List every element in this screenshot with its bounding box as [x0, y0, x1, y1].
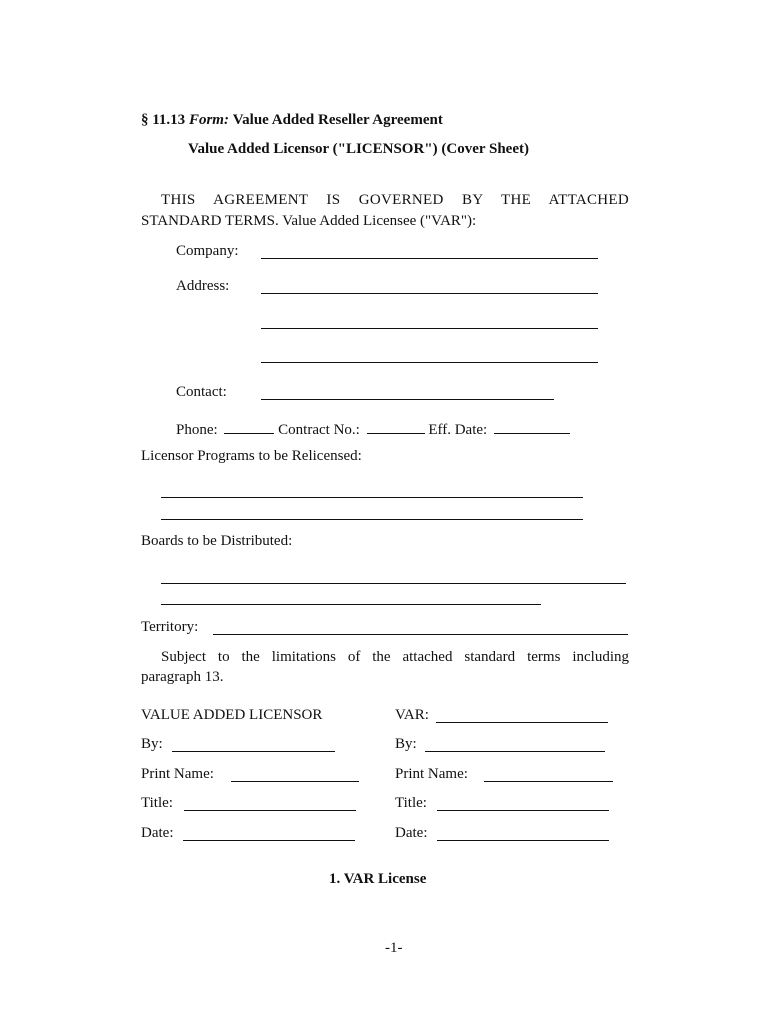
- company-label: Company:: [176, 243, 239, 259]
- var-date-field[interactable]: [437, 840, 609, 841]
- form-title: Value Added Reseller Agreement: [232, 112, 443, 128]
- programs-label: Licensor Programs to be Relicensed:: [141, 448, 362, 464]
- licensor-print-name-field[interactable]: [231, 781, 359, 782]
- intro-line-1: THIS AGREEMENT IS GOVERNED BY THE ATTACHED: [161, 192, 629, 208]
- phone-field[interactable]: [224, 419, 274, 434]
- var-print-name-label: Print Name:: [395, 766, 468, 782]
- address-label: Address:: [176, 278, 230, 294]
- licensor-by-label: By:: [141, 736, 163, 752]
- territory-row: [141, 619, 198, 636]
- licensor-date-label: Date:: [141, 825, 174, 841]
- programs-field-1[interactable]: [161, 497, 583, 498]
- var-title-field[interactable]: [437, 810, 609, 811]
- company-field[interactable]: [261, 258, 598, 259]
- eff-date-field[interactable]: [494, 419, 570, 434]
- boards-field-2[interactable]: [161, 604, 541, 605]
- licensor-by-field[interactable]: [172, 751, 335, 752]
- phone-label: Phone:: [176, 422, 218, 438]
- cover-sheet-subtitle: Value Added Licensor ("LICENSOR") (Cover Sheet): [188, 141, 529, 157]
- phone-contract-row: [176, 419, 570, 439]
- licensor-signature-header: VALUE ADDED LICENSOR: [141, 707, 323, 723]
- var-print-name-field[interactable]: [484, 781, 613, 782]
- intro-line-2: STANDARD TERMS. Value Added Licensee ("VAR"):: [141, 213, 477, 229]
- address-field-3[interactable]: [261, 362, 598, 363]
- var-by-label: By:: [395, 736, 417, 752]
- limitations-line-2: paragraph 13.: [141, 669, 224, 685]
- var-title-label: Title:: [395, 795, 427, 811]
- form-label: Form:: [188, 112, 229, 128]
- contract-no-label: Contract No.:: [278, 422, 360, 438]
- contact-field[interactable]: [261, 399, 554, 400]
- licensor-print-name-label: Print Name:: [141, 766, 214, 782]
- boards-field-1[interactable]: [161, 583, 626, 584]
- territory-label: Territory:: [141, 619, 199, 635]
- form-heading: [141, 112, 443, 129]
- eff-date-label: Eff. Date:: [428, 422, 488, 438]
- address-field-2[interactable]: [261, 328, 598, 329]
- contact-label: Contact:: [176, 384, 227, 400]
- contract-no-field[interactable]: [367, 419, 425, 434]
- address-field-1[interactable]: [261, 293, 598, 294]
- var-name-field[interactable]: [436, 722, 608, 723]
- licensor-title-label: Title:: [141, 795, 173, 811]
- programs-field-2[interactable]: [161, 519, 583, 520]
- var-by-field[interactable]: [425, 751, 605, 752]
- territory-field[interactable]: [213, 634, 628, 635]
- page-number: -1-: [385, 940, 403, 956]
- var-date-label: Date:: [395, 825, 428, 841]
- boards-label: Boards to be Distributed:: [141, 533, 293, 549]
- var-signature-header: VAR:: [395, 707, 429, 723]
- licensor-title-field[interactable]: [184, 810, 356, 811]
- section-number: § 11.13: [141, 112, 186, 128]
- limitations-line-1: Subject to the limitations of the attached standard terms including: [161, 649, 629, 665]
- section-heading: 1. VAR License: [329, 871, 427, 887]
- licensor-date-field[interactable]: [183, 840, 355, 841]
